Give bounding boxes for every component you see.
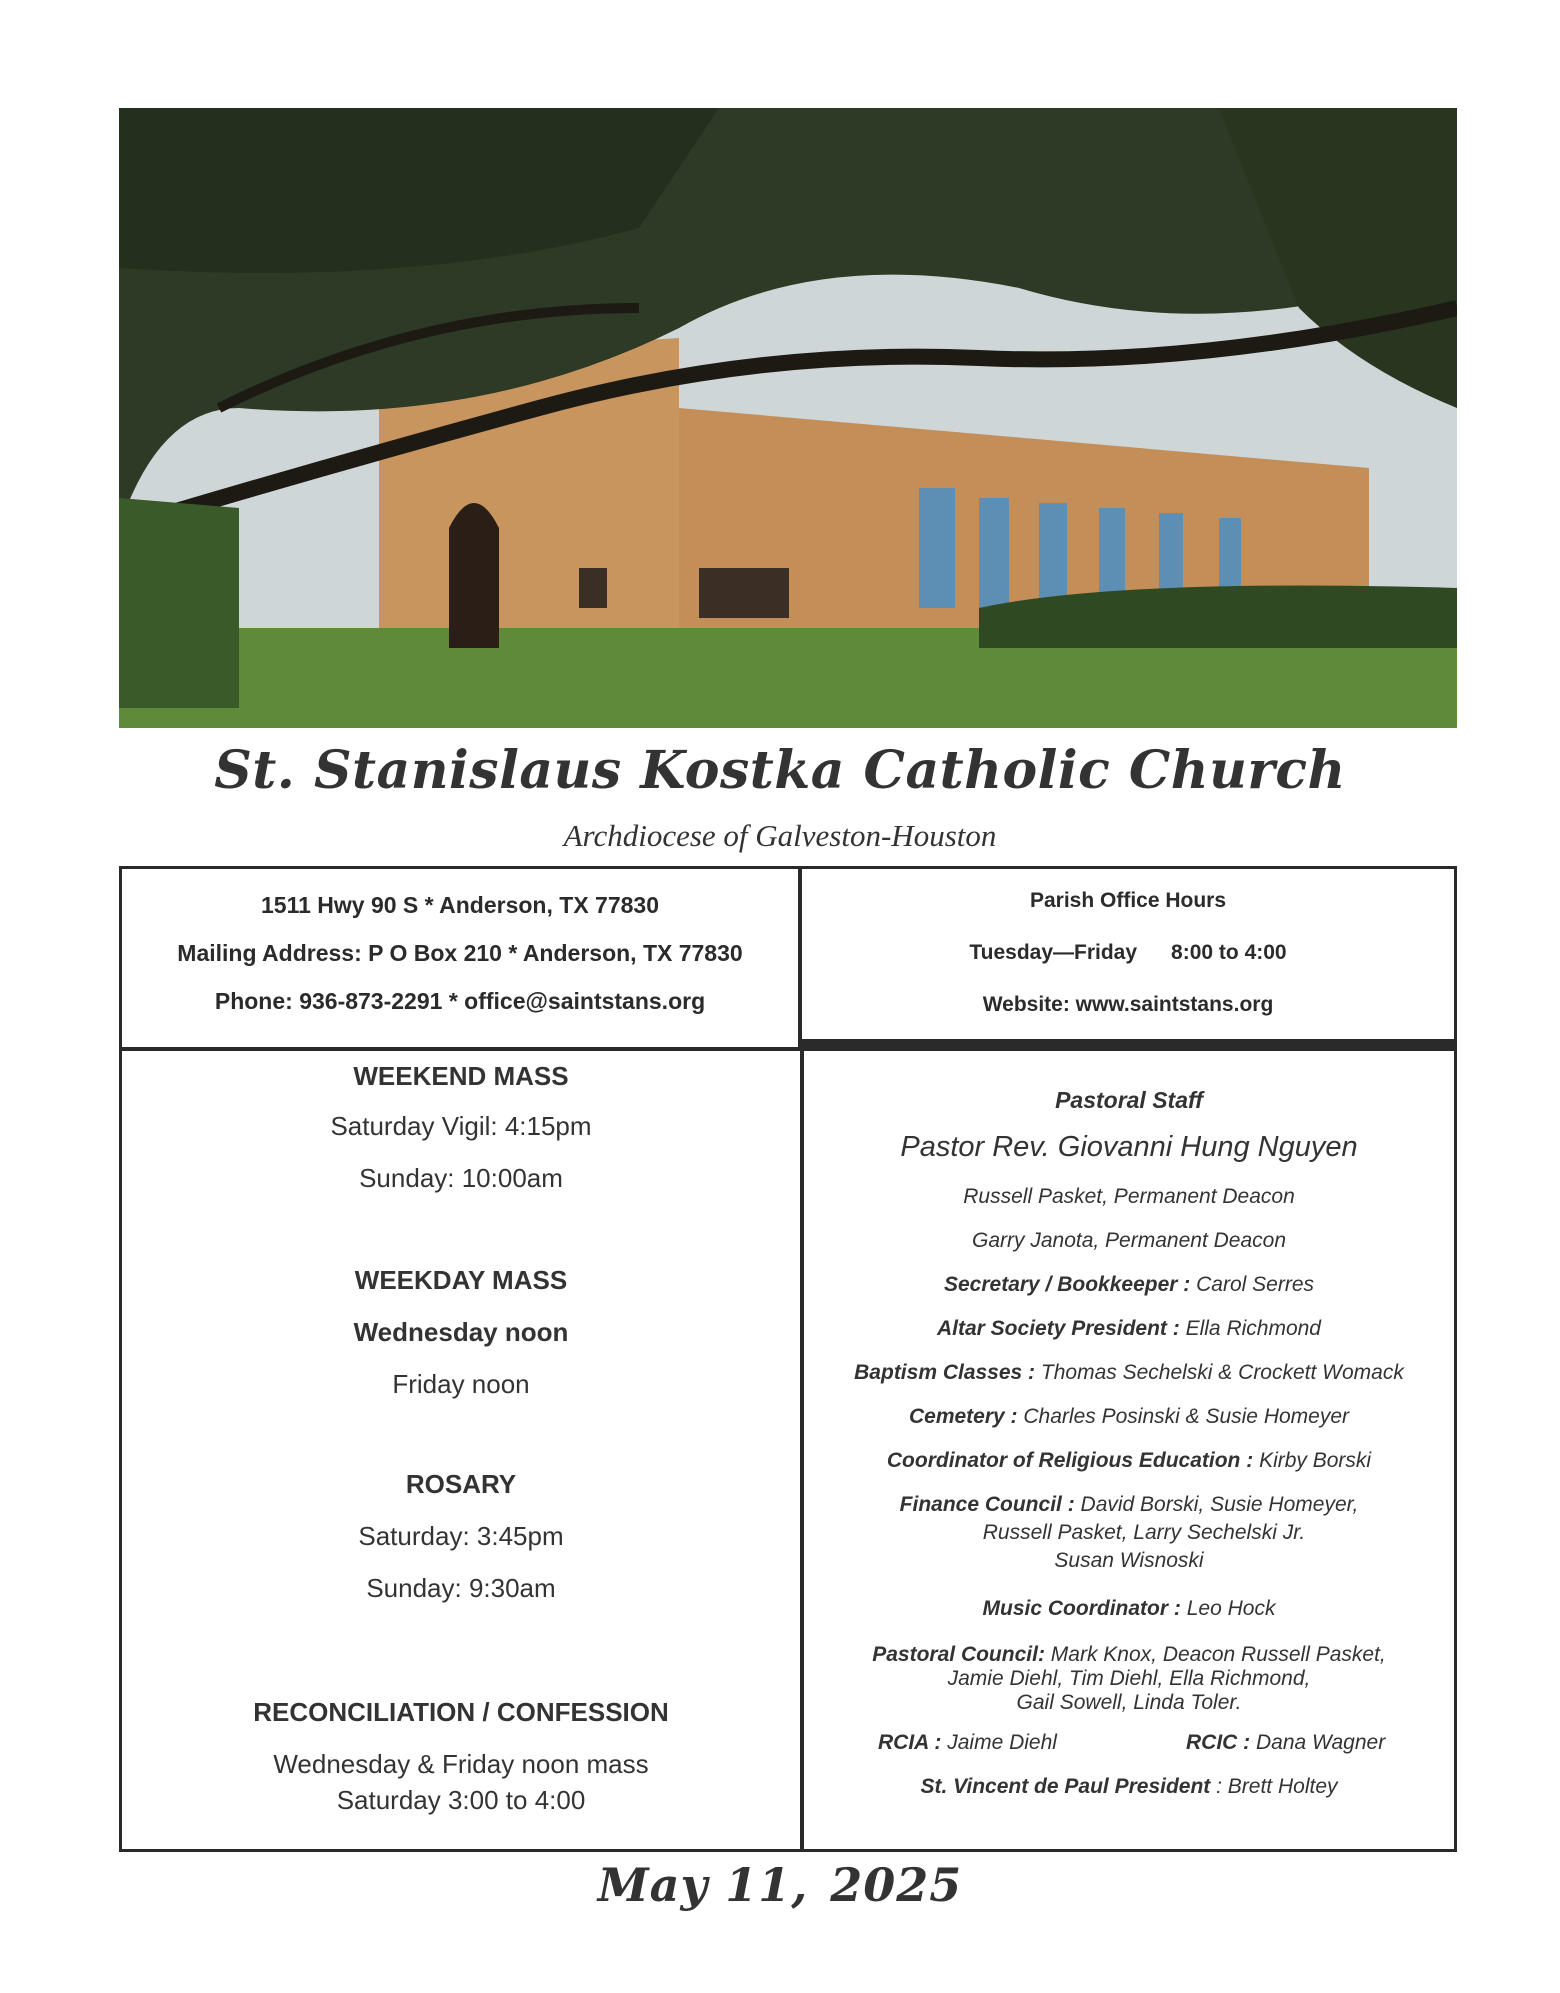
staff-role <box>804 1273 1454 1297</box>
address-box <box>119 866 801 1050</box>
pastoral-staff-box <box>801 1048 1457 1852</box>
church-photo <box>119 108 1457 728</box>
rosary-time: Saturday: 3:45pm <box>358 1521 564 1551</box>
role-name: Jaime Diehl <box>947 1731 1057 1754</box>
weekend-mass-heading: WEEKEND MASS <box>353 1061 569 1091</box>
pastor-name: Pastor Rev. Giovanni Hung Nguyen <box>900 1131 1358 1163</box>
deacon: Russell Pasket, Permanent Deacon <box>963 1185 1295 1208</box>
phone-email: Phone: 936-873-2291 * office@saintstans.org <box>214 988 706 1014</box>
date-year: 2025 <box>830 1858 963 1912</box>
role-name: Leo Hock <box>1186 1597 1276 1620</box>
pastoral-council-names: Jamie Diehl, Tim Diehl, Ella Richmond, <box>947 1667 1311 1690</box>
role-name: Kirby Borski <box>1259 1449 1372 1472</box>
bulletin-date <box>0 1858 1560 1912</box>
mass-schedule-box <box>119 1048 803 1852</box>
rosary-time: Sunday: 9:30am <box>366 1573 556 1603</box>
office-days: Tuesday—Friday <box>969 941 1138 964</box>
pastoral-council <box>804 1643 1454 1667</box>
role-title: Pastoral Council: <box>872 1643 1045 1666</box>
weekday-mass-heading: WEEKDAY MASS <box>354 1265 568 1295</box>
pastoral-staff-heading: Pastoral Staff <box>1055 1087 1203 1113</box>
role-name: David Borski, Susie Homeyer, <box>1080 1493 1359 1516</box>
reconciliation-heading: RECONCILIATION / CONFESSION <box>253 1697 669 1727</box>
street-address: 1511 Hwy 90 S * Anderson, TX 77830 <box>260 892 660 918</box>
office-hours-row <box>802 941 1454 965</box>
rosary-heading: ROSARY <box>405 1469 517 1499</box>
role-name: : Brett Holtey <box>1216 1775 1338 1798</box>
role-title: RCIC : <box>1186 1731 1251 1754</box>
staff-role <box>804 1449 1454 1473</box>
role-title: Cemetery : <box>908 1405 1018 1428</box>
role-name: Thomas Sechelski & Crockett Womack <box>1040 1361 1404 1384</box>
staff-role <box>804 1775 1454 1799</box>
role-name: Ella Richmond <box>1185 1317 1321 1340</box>
role-title: Finance Council : <box>899 1493 1075 1516</box>
rcia <box>878 1731 1057 1755</box>
staff-role <box>804 1317 1454 1341</box>
weekday-mass-time: Wednesday noon <box>353 1317 569 1347</box>
church-name: St. Stanislaus Kostka Catholic Church <box>214 740 1346 801</box>
divider <box>799 1040 1457 1048</box>
staff-role <box>804 1597 1454 1621</box>
role-title: Baptism Classes : <box>854 1361 1036 1384</box>
church-illustration <box>119 108 1457 728</box>
staff-role <box>804 1405 1454 1429</box>
role-title: RCIA : <box>878 1731 942 1754</box>
role-name: Charles Posinski & Susie Homeyer <box>1023 1405 1350 1428</box>
rcic <box>1186 1731 1385 1755</box>
role-title: Altar Society President : <box>937 1317 1180 1340</box>
role-title: Coordinator of Religious Education : <box>886 1449 1254 1472</box>
office-time: 8:00 to 4:00 <box>1171 941 1287 964</box>
office-hours-heading: Parish Office Hours <box>1029 889 1227 912</box>
role-name: Carol Serres <box>1196 1273 1314 1296</box>
role-name: Mark Knox, Deacon Russell Pasket, <box>1050 1643 1386 1666</box>
role-name: Dana Wagner <box>1256 1731 1386 1754</box>
weekend-mass-time: Saturday Vigil: 4:15pm <box>330 1111 592 1141</box>
weekend-mass-time: Sunday: 10:00am <box>359 1163 563 1193</box>
office-hours-box <box>799 866 1457 1042</box>
role-title: Secretary / Bookkeeper : <box>943 1273 1191 1296</box>
pastoral-council-names: Gail Sowell, Linda Toler. <box>1016 1691 1242 1714</box>
finance-council-names: Russell Pasket, Larry Sechelski Jr. <box>982 1521 1306 1544</box>
deacon: Garry Janota, Permanent Deacon <box>972 1229 1286 1252</box>
weekday-mass-time: Friday noon <box>392 1369 530 1399</box>
staff-role <box>804 1361 1454 1385</box>
reconciliation-time: Saturday 3:00 to 4:00 <box>336 1785 586 1815</box>
role-title: Music Coordinator : <box>982 1597 1181 1620</box>
website-link[interactable]: Website: www.saintstans.org <box>982 993 1274 1016</box>
role-title: St. Vincent de Paul President <box>920 1775 1211 1798</box>
finance-council-names: Susan Wisnoski <box>1054 1549 1204 1572</box>
archdiocese-name: Archdiocese of Galveston-Houston <box>563 818 997 853</box>
finance-council <box>804 1493 1454 1517</box>
mailing-address: Mailing Address: P O Box 210 * Anderson, TX 77830 <box>177 940 743 966</box>
reconciliation-time: Wednesday & Friday noon mass <box>273 1749 649 1779</box>
date-month-day: May 11, <box>597 1858 809 1912</box>
